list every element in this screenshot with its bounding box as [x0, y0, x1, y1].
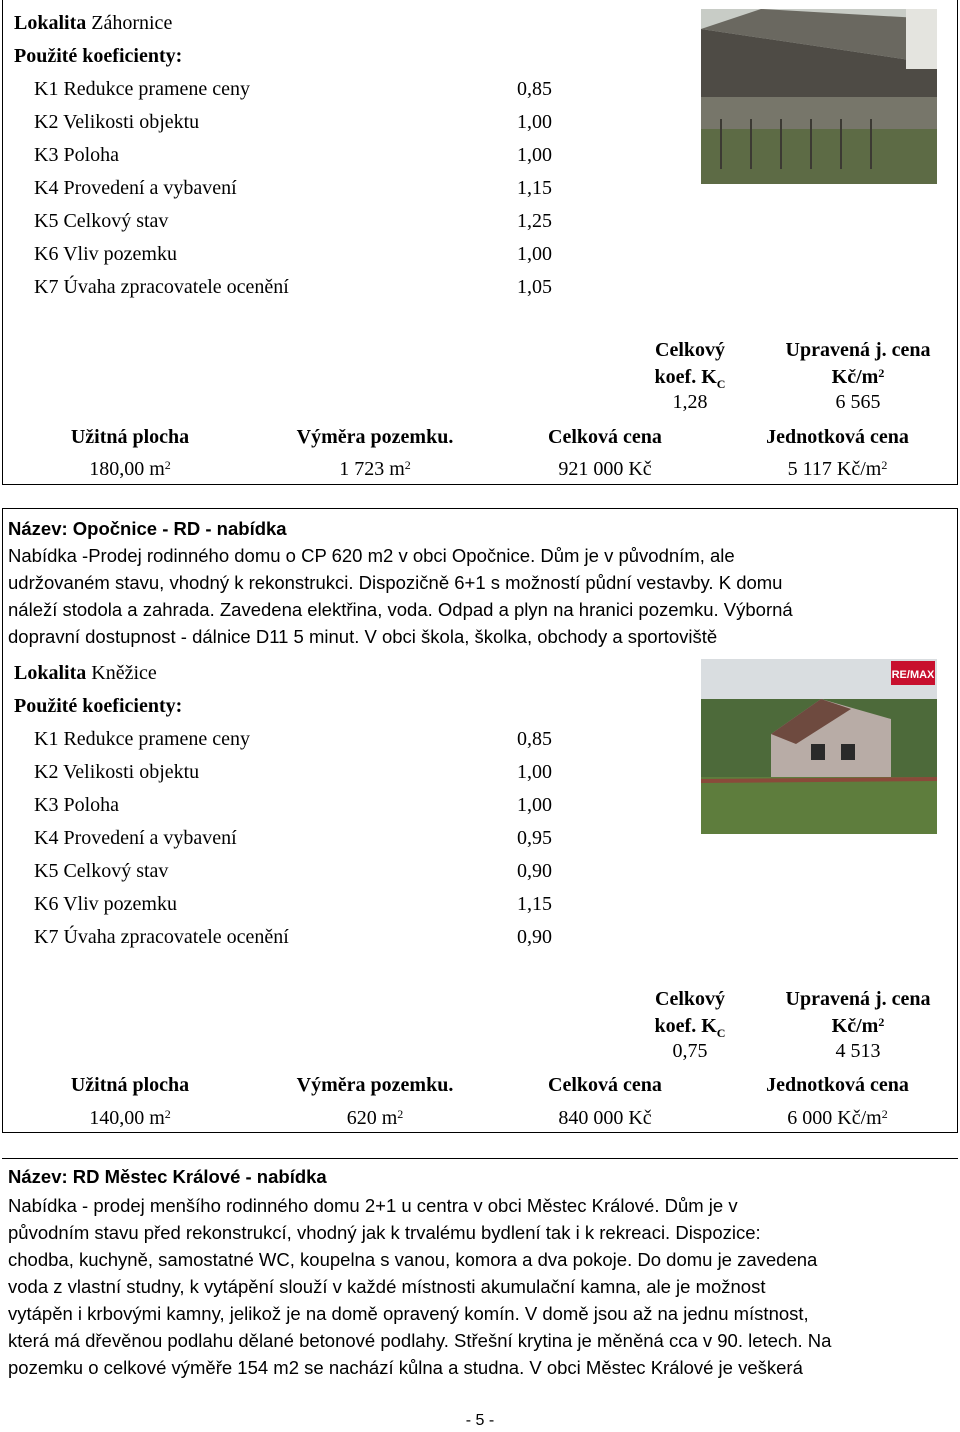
- coef-label: K2 Velikosti objektu: [34, 111, 200, 133]
- total-price-value: 921 000 Kč: [558, 458, 652, 480]
- description-line: Nabídka -Prodej rodinného domu o CP 620 m2 v obci Opočnice. Dům je v původním, ale: [8, 545, 735, 566]
- coef-label: K5 Celkový stav: [34, 210, 169, 232]
- coef-label: K4 Provedení a vybavení: [34, 177, 237, 199]
- coef-value: 0,90: [517, 926, 552, 948]
- total-price-value: 840 000 Kč: [558, 1107, 652, 1129]
- locality-line: [14, 662, 157, 684]
- coef-value: 1,00: [517, 111, 552, 133]
- land-area-text: 1 723 m: [339, 458, 405, 480]
- coef-value: 0,90: [517, 860, 552, 882]
- locality-name: Záhornice: [91, 12, 173, 34]
- coef-label: K7 Úvaha zpracovatele ocenění: [34, 926, 289, 948]
- coef-heading: Použité koeficienty:: [14, 45, 183, 67]
- usable-area-text: 140,00 m: [89, 1107, 165, 1129]
- coef-label: K7 Úvaha zpracovatele ocenění: [34, 276, 289, 298]
- coef-label: K5 Celkový stav: [34, 860, 169, 882]
- coef-value: 1,05: [517, 276, 552, 298]
- photo-logo: RE/MAX: [891, 669, 935, 681]
- description-line: voda z vlastní studny, k vytápění slouží v každé místnosti akumulační kamna, ale je možnost: [8, 1276, 766, 1297]
- description-line: náleží stodola a zahrada. Zavedena elektřina, voda. Odpad a plyn na hranici pozemku. Výborná: [8, 599, 793, 620]
- house-photo-graphic: [701, 9, 937, 184]
- usable-area-text: 180,00 m: [89, 458, 165, 480]
- kc-value: 0,75: [672, 1040, 708, 1062]
- coef-label: K3 Poloha: [34, 794, 119, 816]
- locality-line: [14, 12, 172, 34]
- unit-price-value: [735, 458, 940, 480]
- kc-value: 1,28: [672, 391, 708, 413]
- coef-value: 0,85: [517, 728, 552, 750]
- adjusted-price-value: 6 565: [835, 391, 881, 413]
- kc-header-1: Celkový: [655, 988, 725, 1010]
- listing-description: [8, 1192, 928, 1381]
- coef-value: 1,00: [517, 761, 552, 783]
- description-line: udržovaném stavu, vhodný k rekonstrukci. Dispozičně 6+1 s možností půdní vestavby. K domu: [8, 572, 783, 593]
- coef-value: 1,25: [517, 210, 552, 232]
- description-line: která má dřevěnou podlahu dělané betonové podlahy. Střešní krytina je měněná cca v 90. letech. Na: [8, 1330, 832, 1351]
- col-total-price: Celková cena: [548, 1074, 662, 1096]
- land-area-value: [270, 1107, 480, 1129]
- coef-label: K6 Vliv pozemku: [34, 243, 177, 265]
- coef-label: K3 Poloha: [34, 144, 119, 166]
- adjusted-price-value: 4 513: [835, 1040, 881, 1062]
- adjusted-price-unit: Kč/m: [831, 366, 879, 388]
- description-line: pozemku o celkové výměře 154 m2 se nachází kůlna a studna. V obci Městec Králové je veškerá: [8, 1357, 803, 1378]
- superscript: 2: [164, 1107, 171, 1121]
- kc-header-text: koef. K: [654, 1015, 717, 1037]
- listing-title: Název: RD Městec Králové - nabídka: [8, 1166, 327, 1187]
- page-number: - 5 -: [465, 1412, 495, 1429]
- description-line: chodba, kuchyně, samostatné WC, koupelna s vanou, komora a dva pokoje. Do domu je zavedena: [8, 1249, 818, 1270]
- col-usable-area: Užitná plocha: [70, 1074, 190, 1096]
- col-land-area: Výměra pozemku.: [296, 1074, 454, 1096]
- col-land-area: Výměra pozemku.: [296, 426, 454, 448]
- adjusted-price-header-1: Upravená j. cena: [785, 339, 931, 361]
- coef-value: 0,95: [517, 827, 552, 849]
- usable-area-value: [40, 458, 220, 480]
- coef-label: K1 Redukce pramene ceny: [34, 78, 251, 100]
- land-area-value: [270, 458, 480, 480]
- superscript: 2: [878, 1015, 885, 1029]
- kc-header-1: Celkový: [655, 339, 725, 361]
- coef-value: 1,00: [517, 144, 552, 166]
- coef-value: 1,00: [517, 243, 552, 265]
- superscript: 2: [397, 1107, 404, 1121]
- col-total-price: Celková cena: [548, 426, 662, 448]
- kc-header-text: koef. K: [654, 366, 717, 388]
- land-area-text: 620 m: [346, 1107, 398, 1129]
- coef-value: 1,15: [517, 893, 552, 915]
- coef-label: K1 Redukce pramene ceny: [34, 728, 251, 750]
- superscript: 2: [404, 458, 411, 472]
- coef-value: 1,00: [517, 794, 552, 816]
- property-photo: [701, 659, 937, 834]
- listing-title: Název: Opočnice - RD - nabídka: [8, 518, 287, 539]
- superscript: 2: [881, 458, 888, 472]
- locality-label: Lokalita: [14, 12, 87, 34]
- kc-subscript: C: [716, 377, 726, 391]
- superscript: 2: [164, 458, 171, 472]
- adjusted-price-unit: Kč/m: [831, 1015, 879, 1037]
- description-line: vytápěn i krbovými kamny, jelikož je na domě opravený komín. V domě jsou až na jednu místnost,: [8, 1303, 809, 1324]
- col-unit-price: Jednotková cena: [766, 426, 909, 448]
- coef-value: 1,15: [517, 177, 552, 199]
- adjusted-price-header-1: Upravená j. cena: [785, 988, 931, 1010]
- property-photo: [701, 9, 937, 184]
- coef-label: K4 Provedení a vybavení: [34, 827, 237, 849]
- usable-area-value: [40, 1107, 220, 1129]
- locality-name: Kněžice: [91, 662, 157, 684]
- description-line: dopravní dostupnost - dálnice D11 5 minut. V obci škola, školka, obchody a sportoviště: [8, 626, 718, 647]
- coef-heading: Použité koeficienty:: [14, 695, 183, 717]
- listing-description: [8, 542, 928, 650]
- coef-label: K6 Vliv pozemku: [34, 893, 177, 915]
- superscript: 2: [878, 366, 885, 380]
- adjusted-price-header-2: [768, 1015, 948, 1037]
- unit-price-text: 6 000 Kč/m: [787, 1107, 882, 1129]
- coef-label: K2 Velikosti objektu: [34, 761, 200, 783]
- description-line: původním stavu před rekonstrukcí, vhodný jak k trvalému bydlení tak i k rekreaci. Dispozice:: [8, 1222, 761, 1243]
- kc-subscript: C: [716, 1026, 726, 1040]
- col-usable-area: Užitná plocha: [70, 426, 190, 448]
- unit-price-value: [735, 1107, 940, 1129]
- coef-value: 0,85: [517, 78, 552, 100]
- col-unit-price: Jednotková cena: [766, 1074, 909, 1096]
- unit-price-text: 5 117 Kč/m: [787, 458, 882, 480]
- house-photo-graphic: [701, 659, 937, 834]
- locality-label: Lokalita: [14, 662, 87, 684]
- adjusted-price-header-2: [768, 366, 948, 388]
- description-line: Nabídka - prodej menšího rodinného domu 2+1 u centra v obci Městec Králové. Dům je v: [8, 1195, 738, 1216]
- superscript: 2: [881, 1107, 888, 1121]
